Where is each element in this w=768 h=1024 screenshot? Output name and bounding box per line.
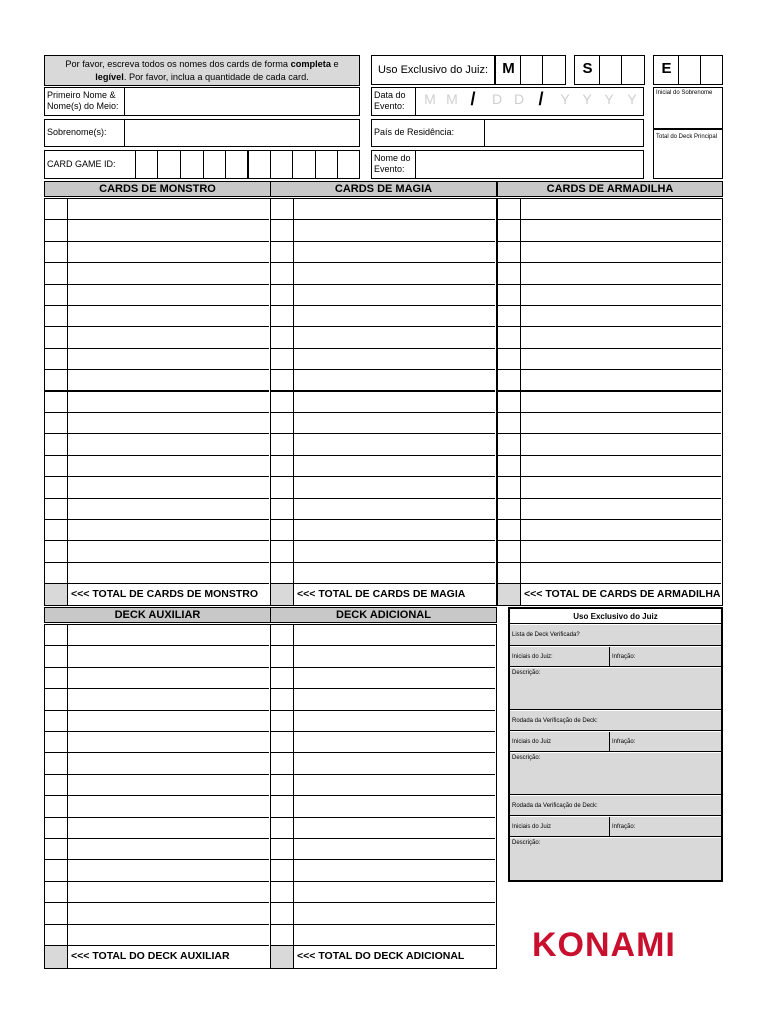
quantity-cell[interactable] [45,392,68,412]
quantity-cell[interactable] [45,925,68,945]
date-slash-1: / [470,89,476,109]
card-row[interactable] [271,860,495,881]
card-row[interactable] [271,242,495,263]
quantity-cell[interactable] [45,563,68,583]
quantity-cell[interactable] [498,499,521,519]
quantity-cell[interactable] [271,456,294,476]
quantity-cell[interactable] [271,434,294,454]
quantity-cell[interactable] [271,839,294,859]
judge-s-letter: S [582,60,593,77]
infraction-field-3[interactable] [610,817,721,837]
quantity-cell[interactable] [271,327,294,347]
quantity-cell[interactable] [271,520,294,540]
card-row[interactable] [271,199,495,220]
quantity-cell[interactable] [271,370,294,389]
quantity-cell[interactable] [271,753,294,773]
quantity-cell[interactable] [271,499,294,519]
date-m1: M [424,91,436,107]
card-row[interactable] [45,711,269,732]
card-row[interactable] [498,541,721,562]
quantity-cell[interactable] [498,327,521,347]
instructions-text: Por favor, escreva todos os nomes dos cards de forma completa e legível. Por favor, inclua a quantidade de cada card. [65,59,339,82]
country-label: País de Residência: [374,127,455,137]
quantity-cell[interactable] [45,199,68,219]
event-date-field[interactable] [371,87,644,116]
card-row[interactable] [45,860,269,881]
card-row[interactable] [498,199,721,220]
card-row[interactable] [271,413,495,434]
card-game-id-label: CARD GAME ID: [47,159,116,169]
card-row[interactable] [498,563,721,584]
quantity-cell[interactable] [271,711,294,731]
quantity-cell[interactable] [45,434,68,454]
quantity-cell[interactable] [45,732,68,752]
card-row[interactable] [271,818,495,839]
card-row[interactable] [498,327,721,348]
card-row[interactable] [45,818,269,839]
card-row[interactable] [45,499,269,520]
infraction-field-1[interactable] [610,647,721,667]
quantity-cell[interactable] [45,668,68,688]
quantity-cell[interactable] [45,775,68,795]
quantity-cell[interactable] [45,499,68,519]
card-row[interactable] [271,263,495,284]
quantity-cell[interactable] [271,818,294,838]
quantity-cell[interactable] [45,477,68,497]
card-row[interactable] [271,925,495,946]
card-row[interactable] [45,563,269,584]
card-row[interactable] [45,520,269,541]
judge-m-box[interactable] [495,55,566,85]
quantity-cell[interactable] [45,349,68,369]
quantity-cell[interactable] [45,711,68,731]
card-row[interactable] [271,732,495,753]
quantity-cell[interactable] [271,413,294,433]
quantity-cell[interactable] [45,903,68,923]
main-deck-list-2 [270,198,497,606]
card-row[interactable] [45,392,269,413]
quantity-cell[interactable] [271,220,294,240]
quantity-cell[interactable] [271,796,294,816]
quantity-cell[interactable] [45,839,68,859]
quantity-cell[interactable] [498,220,521,240]
infraction-label-2: Infração: [612,739,636,745]
quantity-cell[interactable] [45,625,68,645]
quantity-cell[interactable] [45,220,68,240]
deck-list-checked-field[interactable] [510,625,721,646]
card-row[interactable] [45,925,269,946]
card-row[interactable] [45,796,269,817]
card-row[interactable] [498,520,721,541]
quantity-cell[interactable] [271,668,294,688]
date-y2: Y [582,91,592,107]
extra-deck-total-label-1: <<< TOTAL DO DECK AUXILIAR [71,950,230,962]
deck-check-round-field-2[interactable] [510,796,721,816]
card-row[interactable] [498,242,721,263]
judge-initials-label-2: Iniciais do Juiz [512,739,552,745]
judge-panel [508,607,723,882]
description-label-2: Descrição: [512,755,541,761]
quantity-cell[interactable] [498,263,521,283]
deck-list-checked-label: Lista de Deck Verificada? [512,632,580,638]
card-row[interactable] [271,392,495,413]
card-row[interactable] [45,199,269,220]
card-row[interactable] [271,220,495,241]
date-d2: D [513,91,525,107]
main-deck-header-3: CARDS DE ARMADILHA [497,181,723,197]
quantity-cell[interactable] [271,541,294,561]
quantity-cell[interactable] [271,882,294,902]
quantity-cell[interactable] [498,242,521,262]
card-row[interactable] [45,625,269,646]
card-row[interactable] [45,839,269,860]
card-row[interactable] [45,775,269,796]
quantity-cell[interactable] [45,285,68,305]
card-row[interactable] [498,306,721,327]
surname-field[interactable] [44,119,360,147]
quantity-cell[interactable] [271,306,294,326]
card-row[interactable] [271,646,495,667]
total-quantity-cell[interactable] [45,584,68,605]
card-row[interactable] [45,242,269,263]
main-deck-total-row-2 [271,584,495,605]
quantity-cell[interactable] [498,477,521,497]
main-deck-total-row-3 [498,584,721,605]
extra-deck-total-row-1 [45,946,269,968]
card-row[interactable] [271,349,495,370]
main-deck-total-label-2: <<< TOTAL DE CARDS DE MAGIA [297,588,466,601]
quantity-cell[interactable] [498,563,521,583]
card-row[interactable] [271,285,495,306]
card-row[interactable] [271,711,495,732]
quantity-cell[interactable] [498,541,521,561]
description-label-1: Descrição: [512,670,541,676]
quantity-cell[interactable] [498,456,521,476]
card-row[interactable] [498,477,721,498]
quantity-cell[interactable] [271,285,294,305]
quantity-cell[interactable] [498,199,521,219]
card-row[interactable] [498,220,721,241]
card-row[interactable] [45,370,269,391]
quantity-cell[interactable] [271,199,294,219]
main-deck-list-3 [497,198,723,606]
quantity-cell[interactable] [45,860,68,880]
card-row[interactable] [45,413,269,434]
card-row[interactable] [271,689,495,710]
quantity-cell[interactable] [45,456,68,476]
card-row[interactable] [498,499,721,520]
card-row[interactable] [45,349,269,370]
card-row[interactable] [271,434,495,455]
judge-panel-title: Uso Exclusivo do Juiz [510,609,721,624]
judge-use-label: Uso Exclusivo do Juiz: [377,64,489,76]
deck-check-round-label-2: Rodada da Verificação de Deck: [512,803,598,809]
date-m2: M [446,91,458,107]
main-deck-total-row-1 [45,584,269,605]
total-quantity-cell[interactable] [271,584,294,605]
card-row[interactable] [271,796,495,817]
judge-initials-field-2[interactable] [510,732,610,752]
extra-deck-list-2 [270,624,497,969]
quantity-cell[interactable] [498,285,521,305]
card-row[interactable] [498,370,721,391]
quantity-cell[interactable] [271,563,294,583]
card-row[interactable] [45,882,269,903]
quantity-cell[interactable] [45,306,68,326]
card-row[interactable] [45,306,269,327]
event-name-field[interactable] [371,150,644,179]
date-slash-2: / [538,89,544,109]
quantity-cell[interactable] [271,903,294,923]
surname-label: Sobrenome(s): [47,127,107,137]
deck-check-round-field-1[interactable] [510,711,721,731]
description-field-1[interactable] [510,668,721,710]
date-y1: Y [560,91,570,107]
card-row[interactable] [45,541,269,562]
card-row[interactable] [271,520,495,541]
judge-e-box[interactable] [653,55,723,85]
card-row[interactable] [498,349,721,370]
card-row[interactable] [498,285,721,306]
quantity-cell[interactable] [498,434,521,454]
card-row[interactable] [498,413,721,434]
infraction-label-1: Infração: [612,654,636,660]
card-row[interactable] [498,392,721,413]
quantity-cell[interactable] [45,263,68,283]
judge-initials-field-1[interactable] [510,647,610,667]
surname-initial-label: Inicial do Sobrenome [656,90,713,96]
card-row[interactable] [45,668,269,689]
card-row[interactable] [45,689,269,710]
quantity-cell[interactable] [271,392,294,412]
judge-m-letter: M [502,60,515,77]
main-deck-list-1 [44,198,271,606]
konami-logo: KONAMI [532,926,676,964]
date-y4: Y [627,91,637,107]
quantity-cell[interactable] [45,689,68,709]
card-row[interactable] [271,477,495,498]
quantity-cell[interactable] [45,327,68,347]
total-quantity-cell[interactable] [498,584,521,605]
quantity-cell[interactable] [45,370,68,389]
quantity-cell[interactable] [271,732,294,752]
total-quantity-cell[interactable] [271,946,294,968]
quantity-cell[interactable] [271,925,294,945]
card-row[interactable] [45,732,269,753]
extra-deck-header-1: DECK AUXILIAR [44,607,271,623]
quantity-cell[interactable] [271,775,294,795]
quantity-cell[interactable] [45,646,68,666]
quantity-cell[interactable] [271,689,294,709]
quantity-cell[interactable] [45,753,68,773]
quantity-cell[interactable] [45,413,68,433]
card-row[interactable] [498,434,721,455]
first-name-field[interactable] [44,87,360,116]
instructions-box [44,55,360,86]
quantity-cell[interactable] [498,306,521,326]
card-row[interactable] [271,456,495,477]
main-deck-total-label: Total do Deck Principal [656,134,718,140]
quantity-cell[interactable] [45,882,68,902]
card-row[interactable] [271,541,495,562]
quantity-cell[interactable] [271,349,294,369]
surname-initial-box[interactable] [653,87,723,129]
description-field-2[interactable] [510,753,721,795]
card-row[interactable] [45,285,269,306]
event-date-label: Data do Evento: [374,90,406,111]
card-row[interactable] [45,434,269,455]
infraction-field-2[interactable] [610,732,721,752]
quantity-cell[interactable] [271,263,294,283]
extra-deck-header-2: DECK ADICIONAL [270,607,497,623]
quantity-cell[interactable] [271,625,294,645]
card-row[interactable] [498,456,721,477]
extra-deck-total-label-2: <<< TOTAL DO DECK ADICIONAL [297,950,465,962]
card-row[interactable] [498,263,721,284]
card-row[interactable] [271,839,495,860]
quantity-cell[interactable] [271,242,294,262]
quantity-cell[interactable] [271,646,294,666]
quantity-cell[interactable] [45,796,68,816]
infraction-label-3: Infração: [612,824,636,830]
main-deck-header-2: CARDS DE MAGIA [270,181,497,197]
country-field[interactable] [371,119,644,147]
card-row[interactable] [45,477,269,498]
card-row[interactable] [271,882,495,903]
judge-use-box [371,55,495,85]
judge-s-box[interactable] [574,55,645,85]
card-row[interactable] [271,668,495,689]
quantity-cell[interactable] [498,370,521,389]
total-quantity-cell[interactable] [45,946,68,968]
deck-check-round-label-1: Rodada da Verificação de Deck: [512,718,598,724]
date-y3: Y [604,91,614,107]
main-deck-total-label-3: <<< TOTAL DE CARDS DE ARMADILHA [524,588,721,601]
card-game-id-field[interactable] [44,150,360,179]
first-name-label: Primeiro Nome & Nome(s) do Meio: [47,90,119,111]
description-field-3[interactable] [510,838,721,880]
card-row[interactable] [271,775,495,796]
card-row[interactable] [271,753,495,774]
card-row[interactable] [271,499,495,520]
card-row[interactable] [271,327,495,348]
quantity-cell[interactable] [45,541,68,561]
quantity-cell[interactable] [45,520,68,540]
card-row[interactable] [45,753,269,774]
card-row[interactable] [45,903,269,924]
quantity-cell[interactable] [45,242,68,262]
description-label-3: Descrição: [512,840,541,846]
main-deck-header-1: CARDS DE MONSTRO [44,181,271,197]
quantity-cell[interactable] [498,520,521,540]
quantity-cell[interactable] [271,477,294,497]
date-d1: D [491,91,503,107]
quantity-cell[interactable] [498,392,521,412]
card-row[interactable] [45,456,269,477]
main-deck-total-label-1: <<< TOTAL DE CARDS DE MONSTRO [71,588,258,601]
card-row[interactable] [45,220,269,241]
judge-initials-label-3: Iniciais do Juiz [512,824,552,830]
quantity-cell[interactable] [498,349,521,369]
card-row[interactable] [271,563,495,584]
card-row[interactable] [271,625,495,646]
card-row[interactable] [45,646,269,667]
main-deck-total-box[interactable] [653,129,723,179]
event-name-label: Nome do Evento: [374,153,411,174]
card-row[interactable] [45,327,269,348]
quantity-cell[interactable] [498,413,521,433]
extra-deck-list-1 [44,624,271,969]
card-row[interactable] [271,306,495,327]
quantity-cell[interactable] [271,860,294,880]
judge-initials-field-3[interactable] [510,817,610,837]
card-row[interactable] [271,370,495,391]
quantity-cell[interactable] [45,818,68,838]
judge-e-letter: E [661,60,672,77]
judge-initials-label-1: Iniciais do Juiz: [512,654,553,660]
card-row[interactable] [271,903,495,924]
extra-deck-total-row-2 [271,946,495,968]
card-row[interactable] [45,263,269,284]
